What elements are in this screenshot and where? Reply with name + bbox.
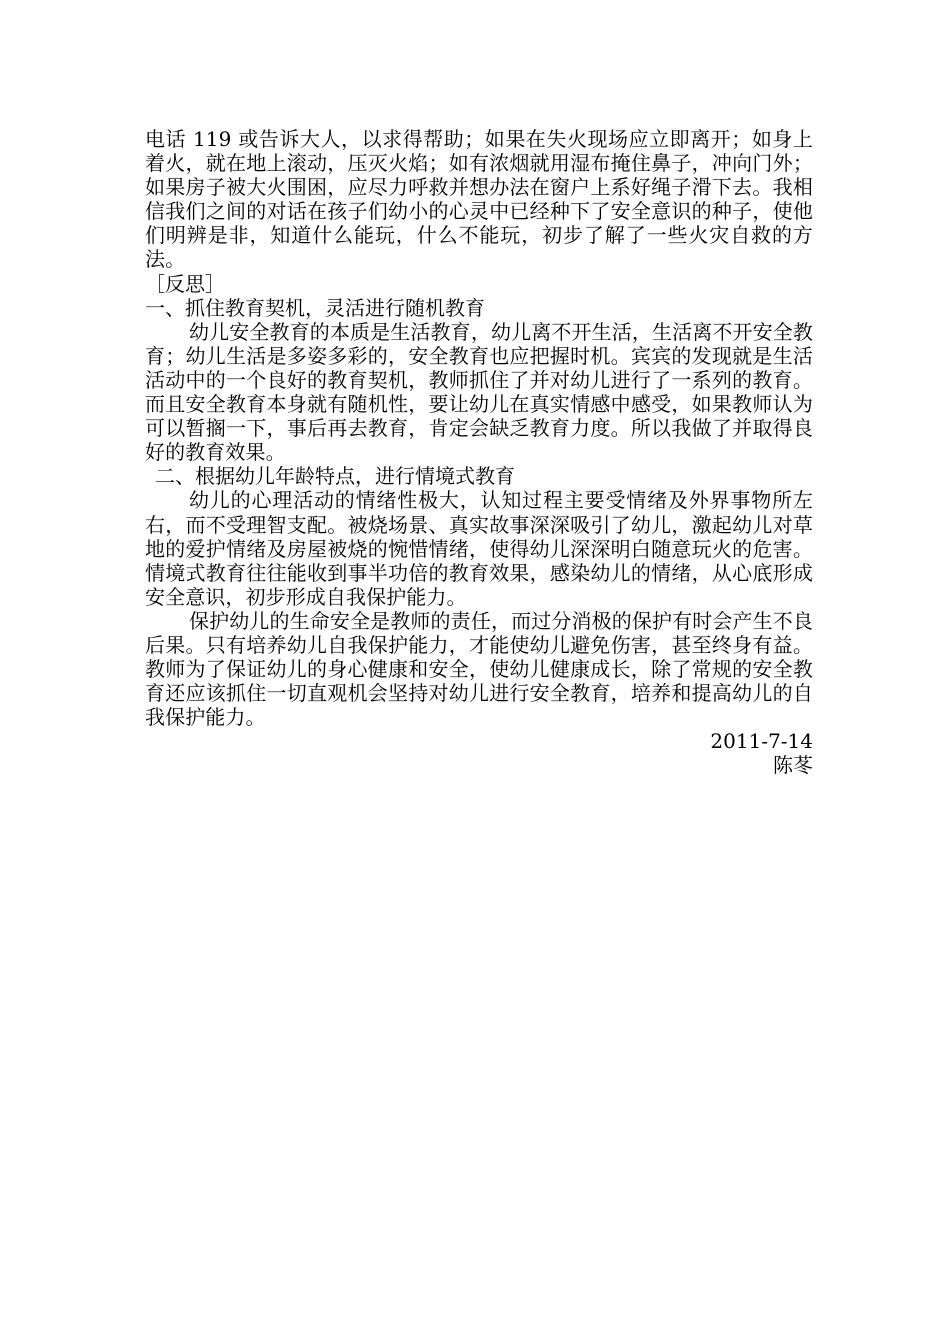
- paragraph-conclusion: 保护幼儿的生命安全是教师的责任，而过分消极的保护有时会产生不良后果。只有培养幼儿自我保护能力，才能使幼儿避免伤害，甚至终身有益。教师为了保证幼儿的身心健康和安全，使幼儿健康成长，除了常规的安全教育还应该抓住一切直观机会坚持对幼儿进行安全教育，培养和提高幼儿的自我保护能力。: [145, 608, 813, 730]
- document-author: 陈苳: [773, 753, 813, 778]
- reflection-heading: ［反思］: [145, 271, 225, 296]
- document-body: [145, 127, 813, 778]
- section-heading-2: 二、根据幼儿年龄特点，进行情境式教育: [155, 464, 515, 489]
- paragraph-fire-safety-advice: 电话 119 或告诉大人，以求得帮助；如果在失火现场应立即离开；如身上着火，就在地上滚动，压灭火焰；如有浓烟就用湿布掩住鼻子，冲向门外；如果房子被大火围困，应尽力呼救并想办法在窗户上系好绳子滑下去。我相信我们之间的对话在孩子们幼小的心灵中已经种下了安全意识的种子，使他们明辨是非，知道什么能玩，什么不能玩，初步了解了一些火灾自救的方法。: [145, 127, 813, 272]
- section-heading-1: 一、抓住教育契机，灵活进行随机教育: [145, 295, 485, 320]
- paragraph-section-1: 幼儿安全教育的本质是生活教育，幼儿离不开生活，生活离不开安全教育；幼儿生活是多姿多彩的，安全教育也应把握时机。宾宾的发现就是生活活动中的一个良好的教育契机，教师抓住了并对幼儿进行了一系列的教育。而且安全教育本身就有随机性，要让幼儿在真实情感中感受，如果教师认为可以暂搁一下，事后再去教育，肯定会缺乏教育力度。所以我做了并取得良好的教育效果。: [145, 319, 813, 465]
- document-date: 2011-7-14: [710, 729, 813, 754]
- paragraph-section-2: 幼儿的心理活动的情绪性极大，认知过程主要受情绪及外界事物所左右，而不受理智支配。被烧场景、真实故事深深吸引了幼儿，激起幼儿对草地的爱护情绪及房屋被烧的惋惜情绪，使得幼儿深深明白随意玩火的危害。情境式教育往往能收到事半功倍的教育效果，感染幼儿的情绪，从心底形成安全意识，初步形成自我保护能力。: [145, 488, 813, 609]
